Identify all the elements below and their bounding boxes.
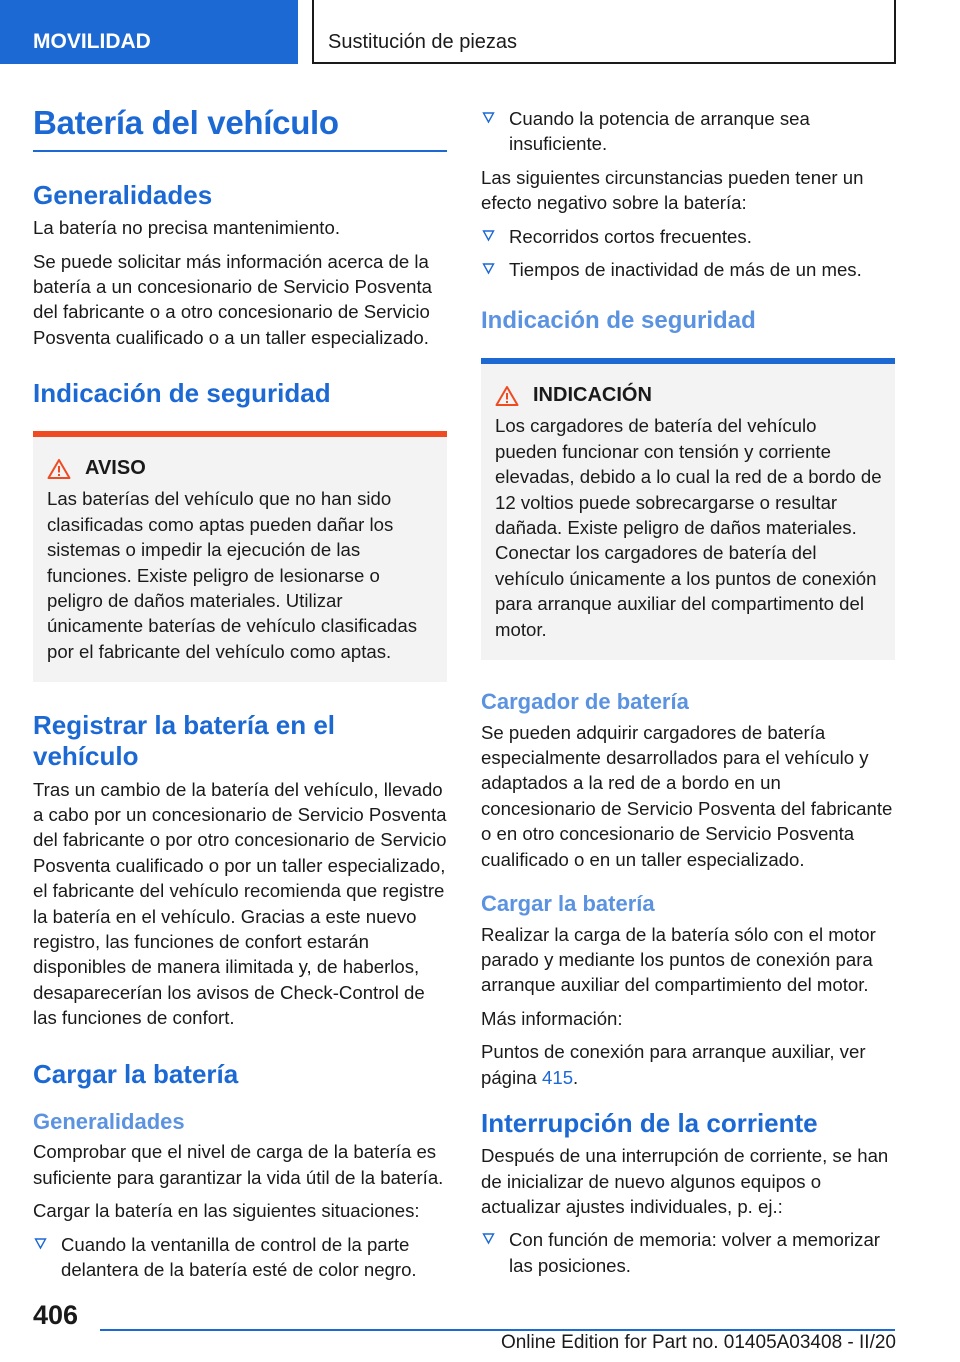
paragraph: Las siguientes circunstancias pueden tener un efecto negativo sobre la batería: — [481, 166, 864, 214]
bullet-list — [33, 1232, 447, 1283]
triangle-bullet-icon — [482, 1232, 495, 1245]
page-title: Batería del vehículo — [33, 104, 447, 152]
right-column — [481, 106, 895, 1286]
list-item: Recorridos cortos frecuentes. — [481, 224, 895, 249]
warning-triangle-icon — [47, 458, 71, 480]
bullet-list — [481, 1227, 895, 1278]
left-column — [33, 100, 447, 1290]
heading-cargar: Cargar la batería — [33, 1058, 239, 1089]
notice-text: Las baterías del vehículo que no han sido clasificadas como aptas pueden dañar los sistemas o impedir la ejecución de las funciones. Existe peligro de lesionarse o peligro de daños materiales. Utilizar únicamente baterías de vehículo clasificadas por el fabricante del vehículo como aptas. — [47, 488, 418, 662]
triangle-bullet-icon — [34, 1237, 47, 1250]
info-notice — [481, 358, 895, 660]
header-section: MOVILIDAD — [0, 0, 298, 64]
list-item: Con función de memoria: volver a memorizar las posiciones. — [481, 1227, 895, 1278]
paragraph: Se pueden adquirir cargadores de batería especialmente desarrollados para el vehículo y adaptados a la red de a bordo en un concesionario de Servicio Posventa del fabricante o en otro concesionario de Servicio Posventa cualificado o en un taller especializado. — [481, 721, 893, 870]
bullet-list — [481, 106, 895, 157]
paragraph: Cargar la batería en las siguientes situaciones: — [33, 1200, 420, 1222]
triangle-bullet-icon — [482, 229, 495, 242]
header-subsection: Sustitución de piezas — [312, 0, 896, 64]
notice-title: AVISO — [85, 457, 146, 480]
footer-divider — [100, 1329, 895, 1331]
notice-title: INDICACIÓN — [533, 384, 652, 407]
heading-cargar-right: Cargar la batería — [481, 891, 655, 917]
triangle-bullet-icon — [482, 262, 495, 275]
paragraph: Puntos de conexión para arranque auxiliar, ver página 415. — [481, 1041, 866, 1088]
heading-registrar: Registrar la batería en el vehículo — [33, 710, 336, 772]
bullet-list — [481, 224, 895, 283]
paragraph: La batería no precisa mantenimiento. — [33, 217, 340, 239]
page-number: 406 — [33, 1300, 79, 1330]
heading-generalidades: Generalidades — [33, 180, 213, 210]
list-item: Cuando la potencia de arranque sea insuficiente. — [481, 106, 895, 157]
warning-notice — [33, 431, 447, 682]
subheading-generalidades: Generalidades — [33, 1108, 185, 1134]
paragraph: Realizar la carga de la batería sólo con el motor parado y mediante los puntos de conexión para arranque auxiliar del compartimiento del motor. — [481, 923, 876, 996]
paragraph: Comprobar que el nivel de carga de la batería es suficiente para garantizar la vida útil de la batería. — [33, 1141, 444, 1188]
notice-text: Los cargadores de batería del vehículo pueden funcionar con tensión y corriente elevadas, debido a lo cual la red de a bordo de 12 voltios puede sobrecargarse o resultar dañada. Existe peligro de daños materiales. Conectar los cargadores de batería del vehículo únicamente a los puntos de conexión para arranque auxiliar del compartimento del motor. — [495, 415, 882, 640]
heading-seguridad-right: Indicación de seguridad — [481, 307, 756, 335]
paragraph: Después de una interrupción de corriente, se han de inicializar de nuevo algunos equipos o actualizar ajustes individuales, p. ej.: — [481, 1145, 889, 1217]
paragraph: Se puede solicitar más información acerca de la batería a un concesionario de Servicio Posventa del fabricante o a otro concesionario de Servicio Posventa cualificado o a un taller especializado. — [33, 250, 432, 348]
heading-interrupcion: Interrupción de la corriente — [481, 1107, 818, 1138]
page-link[interactable]: 415 — [542, 1066, 574, 1088]
triangle-bullet-icon — [482, 111, 495, 124]
footer-edition: Online Edition for Part no. 01405A03408 - II/20 — [500, 1332, 896, 1353]
warning-triangle-icon — [495, 385, 519, 407]
heading-seguridad: Indicación de seguridad — [33, 378, 331, 409]
heading-cargador: Cargador de batería — [481, 689, 689, 715]
paragraph: Más información: — [481, 1007, 623, 1029]
paragraph: Tras un cambio de la batería del vehículo, llevado a cabo por un concesionario de Servicio Posventa del fabricante o por otro concesionario de Servicio Posventa cualificado o por un taller especializado, el fabricante del vehículo recomienda que registre la batería en el vehículo. Gracias a este nuevo registro, las funciones de confort estarán disponibles de manera ilimitada y, de haberlos, desaparecerían los avisos de Check-Control de las funciones de confort. — [33, 778, 447, 1029]
list-item: Cuando la ventanilla de control de la parte delantera de la batería esté de color negro. — [33, 1232, 447, 1283]
list-item: Tiempos de inactividad de más de un mes. — [481, 257, 895, 282]
